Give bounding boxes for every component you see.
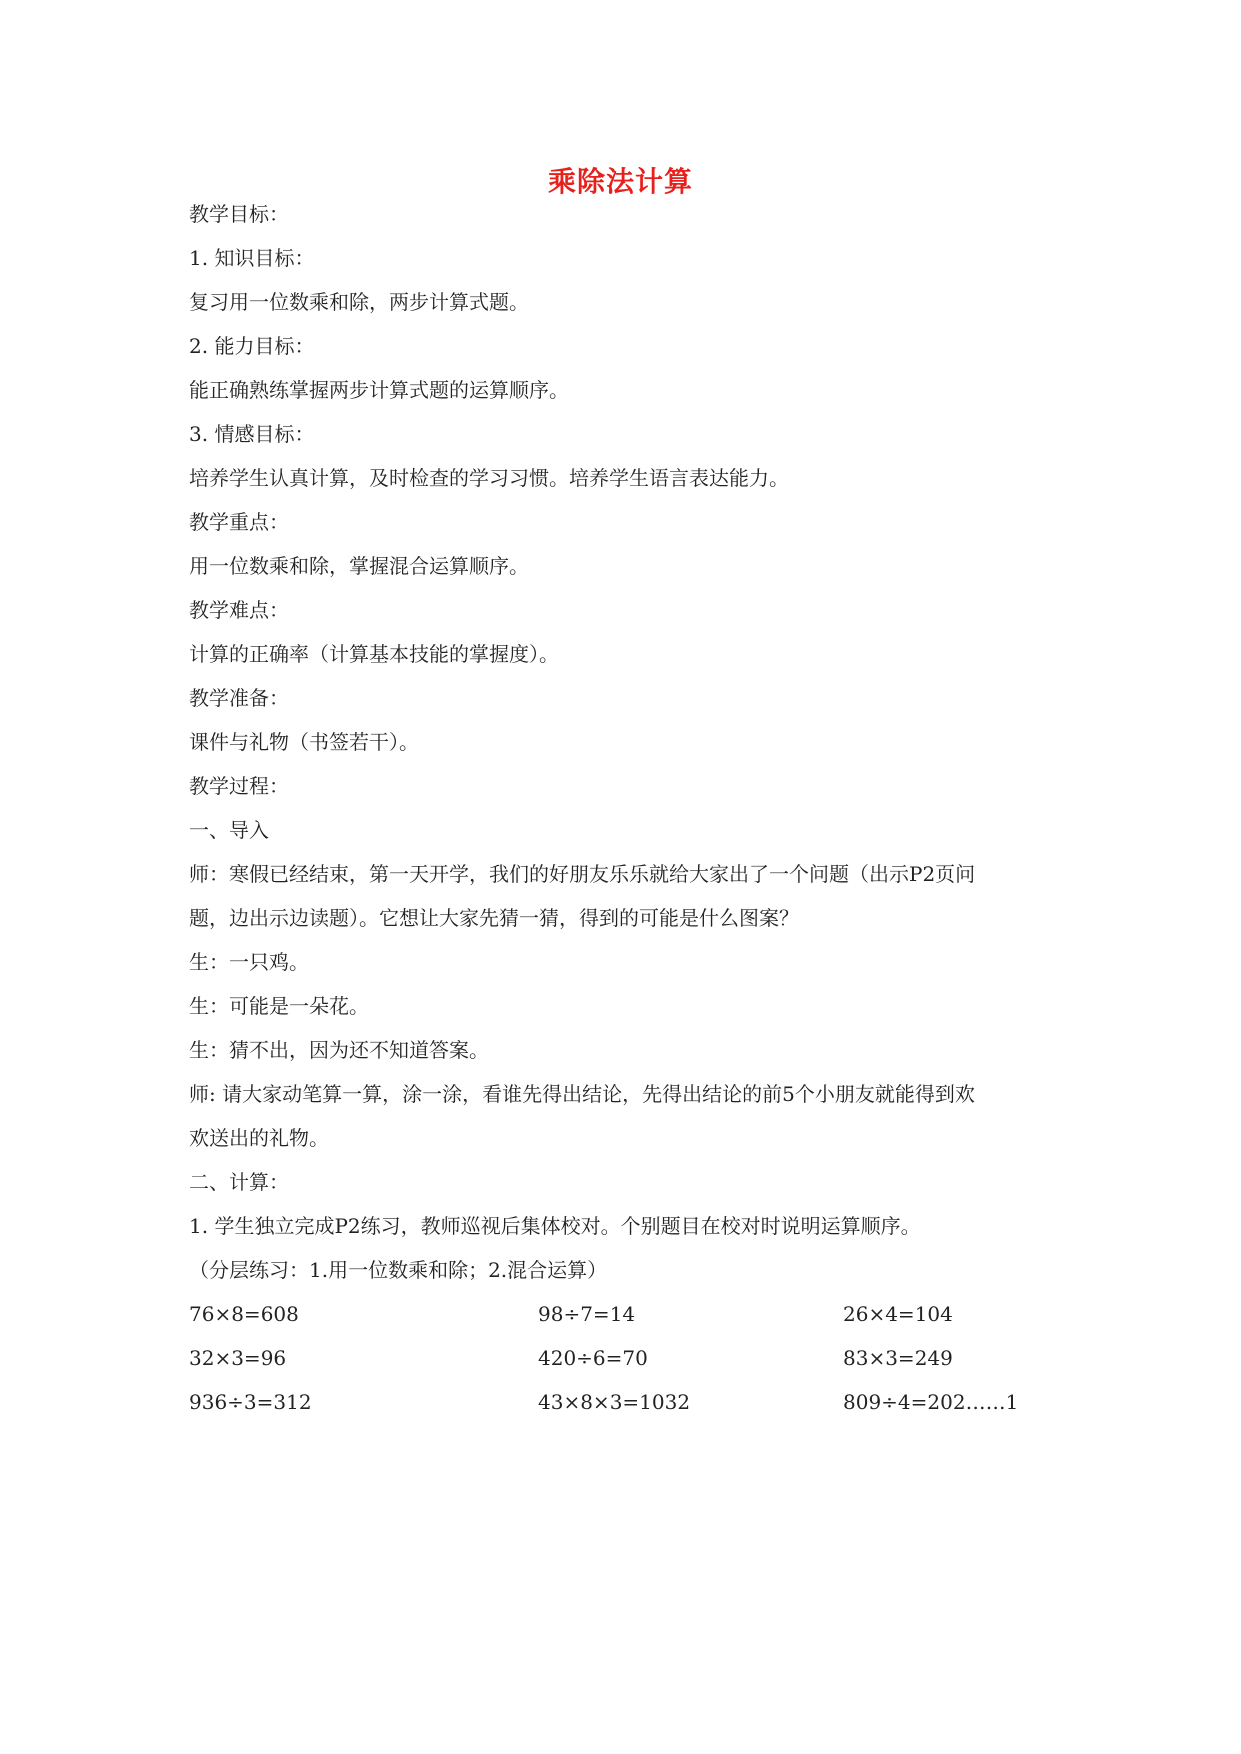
paragraph: 生：一只鸡。 <box>189 950 309 974</box>
paragraph: 能正确熟练掌握两步计算式题的运算顺序。 <box>189 378 569 402</box>
paragraph: 培养学生认真计算，及时检查的学习习惯。培养学生语言表达能力。 <box>189 466 789 490</box>
exercise-row <box>189 1334 1069 1382</box>
paragraph: 生：可能是一朵花。 <box>189 994 369 1018</box>
exercise-item: 936÷3=312 <box>189 1390 312 1414</box>
paragraph: 3. 情感目标： <box>189 422 315 446</box>
paragraph: 2. 能力目标： <box>189 334 315 358</box>
paragraph: 教学目标： <box>189 202 289 226</box>
paragraph: 教学过程： <box>189 774 289 798</box>
paragraph: 教学难点： <box>189 598 289 622</box>
paragraph: 题，边出示边读题）。它想让大家先猜一猜，得到的可能是什么图案？ <box>189 906 799 930</box>
paragraph: 欢送出的礼物。 <box>189 1126 329 1150</box>
paragraph: 复习用一位数乘和除，两步计算式题。 <box>189 290 529 314</box>
paragraph: 1. 知识目标： <box>189 246 315 270</box>
exercise-item: 83×3=249 <box>843 1346 953 1370</box>
paragraph: （分层练习：1.用一位数乘和除；2.混合运算） <box>189 1258 608 1282</box>
exercise-item: 76×8=608 <box>189 1302 299 1326</box>
paragraph: 教学准备： <box>189 686 289 710</box>
paragraph: 生：猜不出，因为还不知道答案。 <box>189 1038 489 1062</box>
paragraph: 教学重点： <box>189 510 289 534</box>
exercise-item: 26×4=104 <box>843 1302 953 1326</box>
exercise-row <box>189 1290 1069 1338</box>
paragraph: 用一位数乘和除，掌握混合运算顺序。 <box>189 554 529 578</box>
exercise-item: 32×3=96 <box>189 1346 287 1370</box>
section-heading: 一、导入 <box>189 818 269 842</box>
exercise-item: 98÷7=14 <box>538 1302 636 1326</box>
section-heading: 二、计算： <box>189 1170 289 1194</box>
document-title: 乘除法计算 <box>547 165 693 198</box>
exercise-item: 420÷6=70 <box>538 1346 648 1370</box>
exercise-row <box>189 1378 1069 1426</box>
paragraph: 师：寒假已经结束，第一天开学，我们的好朋友乐乐就给大家出了一个问题（出示P2页问 <box>189 862 976 886</box>
exercise-item: 809÷4=202……1 <box>843 1390 1019 1414</box>
paragraph: 计算的正确率（计算基本技能的掌握度）。 <box>189 642 559 666</box>
paragraph: 课件与礼物（书签若干）。 <box>189 730 419 754</box>
paragraph: 1. 学生独立完成P2练习，教师巡视后集体校对。个别题目在校对时说明运算顺序。 <box>189 1214 921 1238</box>
exercise-item: 43×8×3=1032 <box>538 1390 691 1414</box>
paragraph: 师: 请大家动笔算一算，涂一涂，看谁先得出结论，先得出结论的前5个小朋友就能得到欢 <box>189 1082 975 1106</box>
